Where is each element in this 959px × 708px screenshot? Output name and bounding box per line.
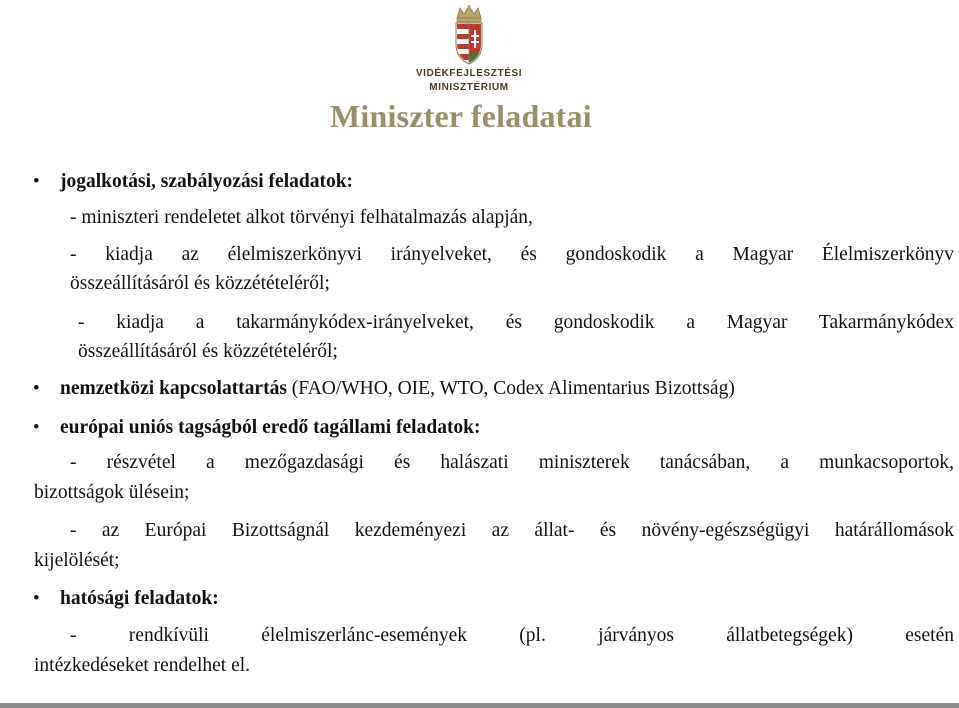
- list-item: - kiadja a takarmánykódex-irányelveket, és gondoskodik a Magyar Takarmánykódex: [78, 312, 954, 333]
- list-item: - az Európai Bizottságnál kezdeményezi az állat- és növény-egészségügyi határállomások: [70, 520, 954, 541]
- bullet-international-relations: [60, 377, 735, 401]
- bullet-legislation: jogalkotási, szabályozási feladatok:: [60, 171, 354, 192]
- page-title: Miniszter feladatai: [330, 98, 592, 134]
- list-item: kijelölését;: [34, 550, 120, 571]
- list-item: bizottságok ülésein;: [34, 482, 190, 503]
- bottom-divider: [0, 703, 959, 708]
- bullet-marker: •: [33, 171, 40, 192]
- bullet-marker: •: [33, 417, 40, 438]
- list-item: - részvétel a mezőgazdasági és halászati miniszterek tanácsában, a munkacsoportok,: [70, 452, 954, 473]
- bullet-bold-text: nemzetközi kapcsolattartás: [60, 378, 287, 399]
- bullet-authority-tasks: hatósági feladatok:: [60, 588, 219, 609]
- logo-line-2: MINISZTÉRIUM: [429, 82, 509, 93]
- list-item: összeállításáról és közzétételéről;: [78, 341, 338, 362]
- list-item: - rendkívüli élelmiszerlánc-események (pl. járványos állatbetegségek) esetén: [70, 625, 954, 646]
- logo-line-1: VIDÉKFEJLESZTÉSI: [415, 68, 523, 79]
- list-item: - kiadja az élelmiszerkönyvi irányelveket, és gondoskodik a Magyar Élelmiszerkönyv: [70, 244, 954, 265]
- bullet-marker: •: [33, 588, 40, 609]
- bullet-rest-text: (FAO/WHO, OIE, WTO, Codex Alimentarius Bizottság): [286, 378, 735, 399]
- list-item: - miniszteri rendeletet alkot törvényi felhatalmazás alapján,: [70, 207, 533, 228]
- bullet-marker: •: [33, 378, 40, 399]
- list-item: intézkedéseket rendelhet el.: [34, 655, 251, 676]
- list-item: összeállításáról és közzétételéről;: [70, 273, 330, 294]
- bullet-eu-tasks: európai uniós tagságból eredő tagállami feladatok:: [60, 417, 481, 438]
